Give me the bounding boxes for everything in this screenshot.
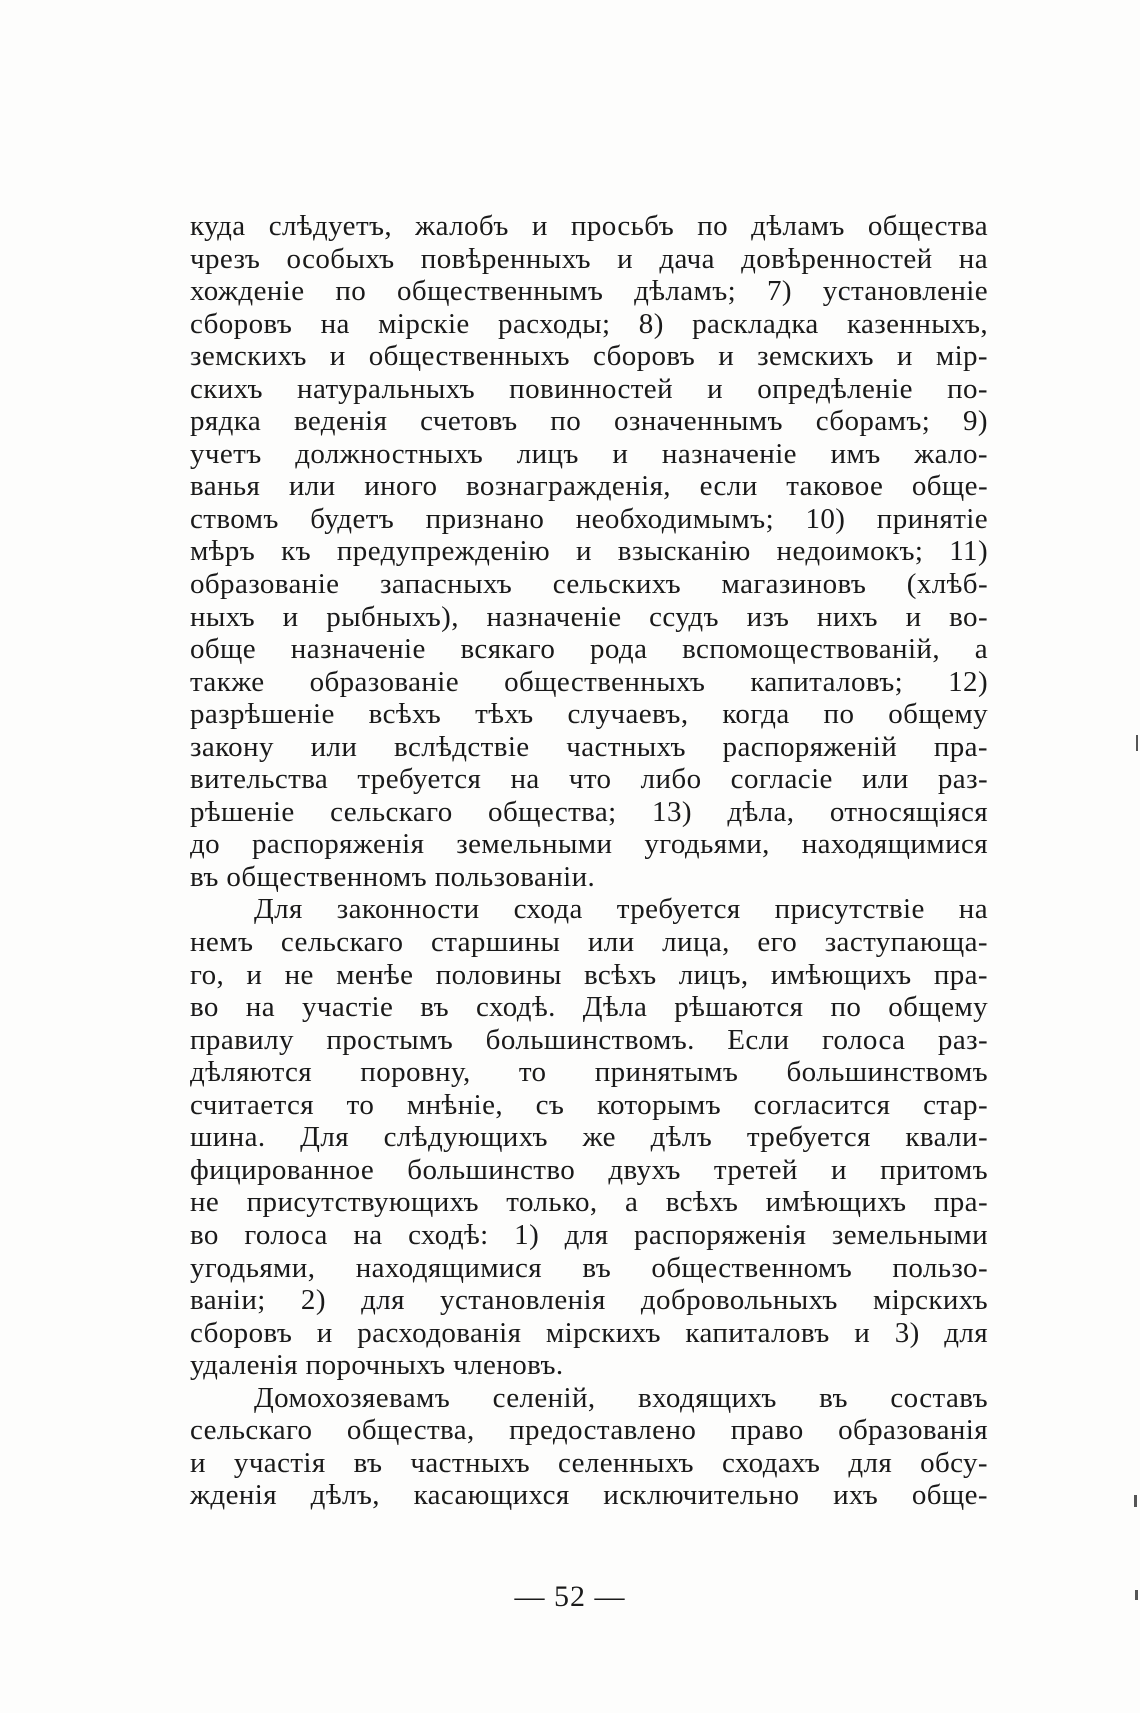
text-line: го, и не менѣе половины всѣхъ лицъ, имѣющихъ пра- (190, 958, 988, 991)
body-text (190, 210, 988, 1512)
text-line: немъ сельскаго старшины или лица, его заступающа- (190, 926, 988, 959)
text-line: куда слѣдуетъ, жалобъ и просьбъ по дѣламъ общества (190, 210, 988, 242)
text-line: рѣшеніе сельскаго общества; 13) дѣла, относящіяся (190, 795, 988, 828)
text-line: рядка веденія счетовъ по означеннымъ сборамъ; 9) (190, 405, 988, 438)
text-line: земскихъ и общественныхъ сборовъ и земскихъ и мір- (190, 340, 988, 373)
text-line: во на участіе въ сходѣ. Дѣла рѣшаются по общему (190, 991, 988, 1024)
text-line: хожденіе по общественнымъ дѣламъ; 7) установленіе (190, 275, 988, 308)
text-line: мѣръ къ предупрежденію и взысканію недоимокъ; 11) (190, 535, 988, 568)
text-line: дѣляются поровну, то принятымъ большинствомъ (190, 1056, 988, 1089)
text-line: скихъ натуральныхъ повинностей и опредѣленіе по- (190, 372, 988, 405)
scan-edge-mark (1135, 1590, 1138, 1600)
text-line: сельскаго общества, предоставлено право образованія (190, 1414, 988, 1447)
text-line: считается то мнѣніе, съ которымъ согласится стар- (190, 1088, 988, 1121)
text-line: фицированное большинство двухъ третей и притомъ (190, 1153, 988, 1186)
text-line: не присутствующихъ только, а всѣхъ имѣющихъ пра- (190, 1186, 988, 1219)
paragraph-end-line: въ общественномъ пользованіи. (190, 860, 596, 893)
text-line: ныхъ и рыбныхъ), назначеніе ссудъ изъ нихъ и во- (190, 600, 988, 633)
text-line: ствомъ будетъ признано необходимымъ; 10) принятіе (190, 502, 988, 535)
text-line: угодьями, находящимися въ общественномъ пользо- (190, 1251, 988, 1284)
text-line: ваніи; 2) для установленія добровольныхъ мірскихъ (190, 1284, 988, 1317)
text-line: сборовъ и расходованія мірскихъ капиталовъ и 3) для (190, 1316, 988, 1349)
text-line: шина. Для слѣдующихъ же дѣлъ требуется квали- (190, 1121, 988, 1154)
text-line: образованіе запасныхъ сельскихъ магазиновъ (хлѣб- (190, 568, 988, 601)
text-line: обще назначеніе всякаго рода вспомоществованій, а (190, 633, 988, 666)
text-line: ванья или иного вознагражденія, если таковое обще- (190, 470, 988, 503)
text-line: также образованіе общественныхъ капиталовъ; 12) (190, 665, 988, 698)
text-line: разрѣшеніе всѣхъ тѣхъ случаевъ, когда по общему (190, 698, 988, 731)
text-line: вительства требуется на что либо согласіе или раз- (190, 763, 988, 796)
text-line: учетъ должностныхъ лицъ и назначеніе имъ жало- (190, 437, 988, 470)
text-line: жденія дѣлъ, касающихся исключительно ихъ обще- (190, 1479, 988, 1512)
paragraph-end-line: удаленія порочныхъ членовъ. (190, 1349, 564, 1382)
paragraph-start-line: Для законности схода требуется присутствіе на (254, 893, 988, 926)
text-line: чрезъ особыхъ повѣренныхъ и дача довѣренностей на (190, 242, 988, 275)
text-line: закону или вслѣдствіе частныхъ распоряженій пра- (190, 730, 988, 763)
text-line: сборовъ на мірскіе расходы; 8) раскладка казенныхъ, (190, 307, 988, 340)
paragraph-start-line: Домохозяевамъ селеній, входящихъ въ составъ (254, 1381, 988, 1414)
text-line: правилу простымъ большинствомъ. Если голоса раз- (190, 1023, 988, 1056)
text-line: и участія въ частныхъ селенныхъ сходахъ для обсу- (190, 1446, 988, 1479)
text-line: во голоса на сходѣ: 1) для распоряженія земельными (190, 1218, 988, 1251)
scan-edge-mark (1134, 1495, 1137, 1507)
text-line: до распоряженія земельными угодьями, находящимися (190, 828, 988, 861)
page-number: — 52 — (514, 1580, 626, 1613)
scan-edge-mark (1136, 735, 1138, 751)
